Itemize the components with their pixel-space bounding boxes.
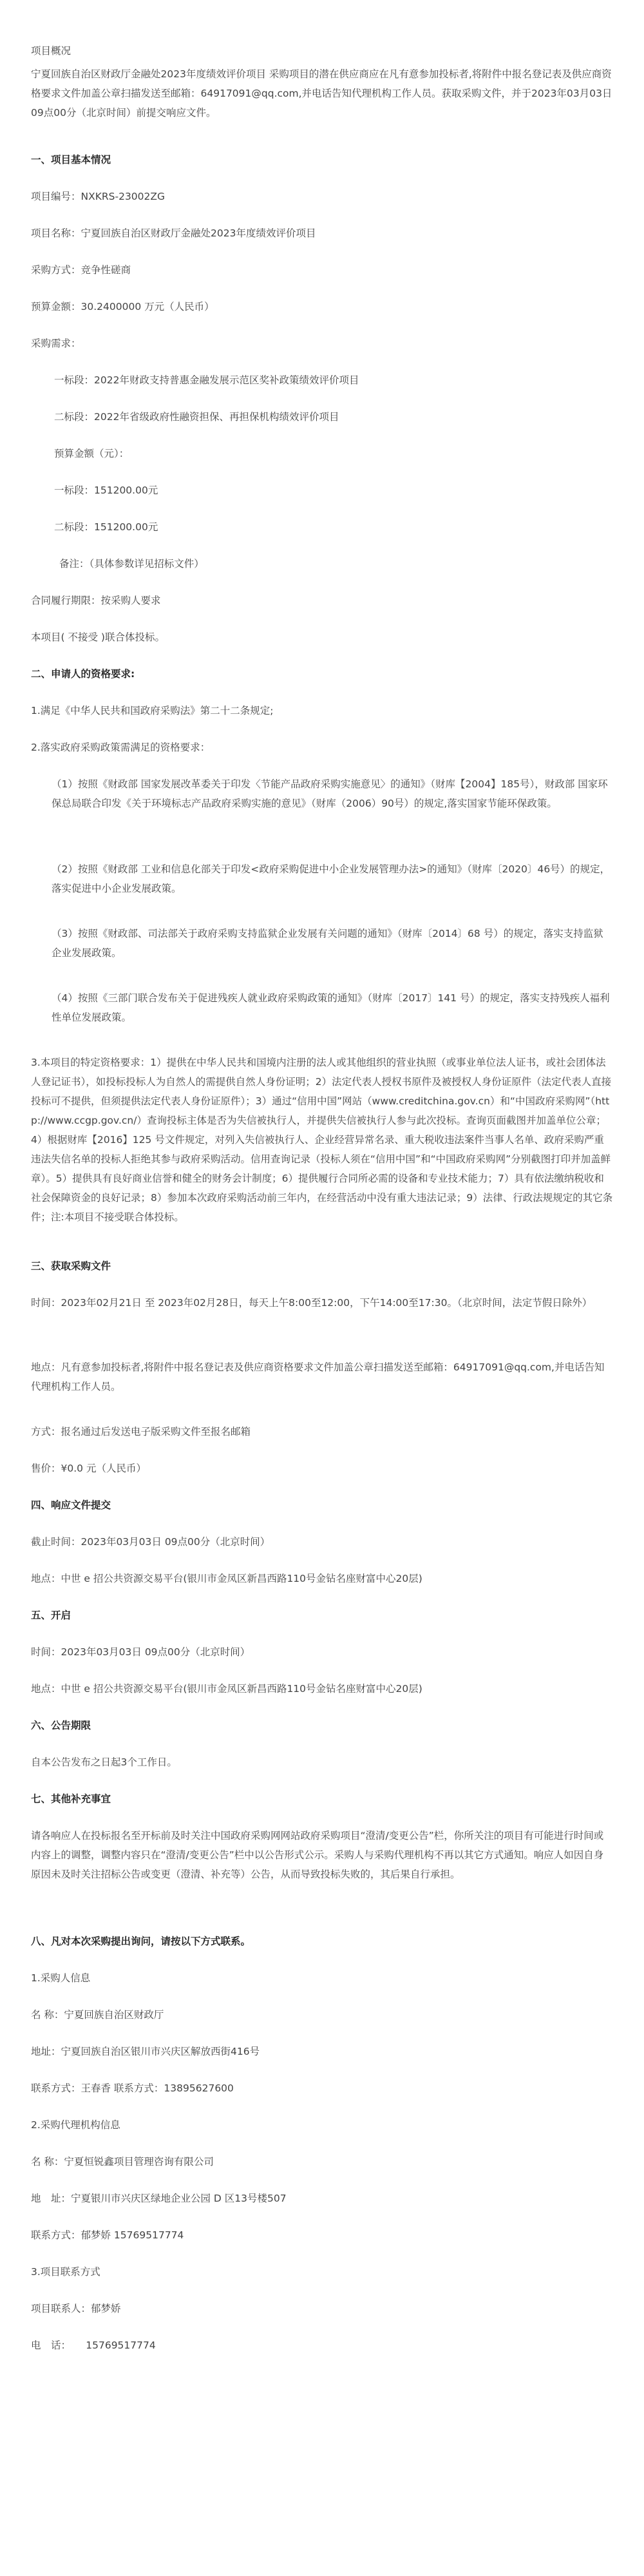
purchaser-contact: 联系方式：王春香 联系方式：13895627600 <box>31 2082 234 2094</box>
remark: 备注：（具体参数详见招标文件） <box>59 558 204 570</box>
procurement-method: 采购方式：竞争性磋商 <box>31 264 131 276</box>
agency-address: 地 址：宁夏银川市兴庆区绿地企业公园 D 区13号楼507 <box>31 2193 287 2204</box>
lot-1: 一标段：2022年财政支持普惠金融发展示范区奖补政策绩效评价项目 <box>54 374 359 386</box>
overview-text: 宁夏回族自治区财政厅金融处2023年度绩效评价项目 采购项目的潜在供应商应在凡有意参加投标者,将附件中报名登记表及供应商资格要求文件加盖公章扫描发送至邮箱：64917091@qq.com,并电话告知代理机构工作人员。获取采购文件，并于2023年03月03日 09点00分（北京时间）前提交响应文件。 <box>31 68 612 119</box>
overview-title: 项目概况 <box>31 45 71 57</box>
agency-info-title: 2.采购代理机构信息 <box>31 2119 120 2131</box>
opening-location: 地点：中世 e 招公共资源交易平台(银川市金凤区新昌西路110号金钻名座财富中心20层) <box>31 1683 422 1695</box>
supplementary-text: 请各响应人在投标报名至开标前及时关注中国政府采购网网站政府采购项目“澄清/变更公告”栏，你所关注的项目有可能进行时间或内容上的调整，调整内容只在“澄清/变更公告”栏中以公告形式公示。采购人与采购代理机构不再以其它方式通知。响应人如因自身原因未及时关注招标公告或变更（澄清、补充等）公告，从而导致投标失败的，其后果自行承担。 <box>31 1830 604 1880</box>
budget-amount: 预算金额：30.2400000 万元（人民币） <box>31 301 214 312</box>
project-name: 项目名称：宁夏回族自治区财政厅金融处2023年度绩效评价项目 <box>31 227 316 239</box>
lot-2-amount: 二标段：151200.00元 <box>54 521 158 533</box>
procurement-needs: 采购需求： <box>31 338 81 349</box>
agency-contact: 联系方式：郁梦娇 15769517774 <box>31 2229 184 2241</box>
section-7-title: 七、其他补充事宜 <box>31 1793 111 1805</box>
policy-4: （4）按照《三部门联合发布关于促进残疾人就业政府采购政策的通知》（财库〔2017〕141 号）的规定，落实支持残疾人福利性单位发展政策。 <box>52 992 610 1023</box>
notice-period: 自本公告发布之日起3个工作日。 <box>31 1756 177 1768</box>
section-1-title: 一、项目基本情况 <box>31 154 111 166</box>
project-contact-person: 项目联系人：郁梦娇 <box>31 2303 121 2314</box>
section-2-title: 二、申请人的资格要求: <box>31 668 135 680</box>
project-contact-phone: 电 话： 15769517774 <box>31 2340 156 2351</box>
submit-location: 地点：中世 e 招公共资源交易平台(银川市金凤区新昌西路110号金钻名座财富中心20层) <box>31 1573 422 1584</box>
document-price: 售价：¥0.0 元（人民币） <box>31 1463 146 1474</box>
agency-name: 名 称：宁夏恒锐鑫项目管理咨询有限公司 <box>31 2156 214 2167</box>
section-8-title: 八、凡对本次采购提出询问，请按以下方式联系。 <box>31 1936 251 1947</box>
project-number: 项目编号：NXKRS-23002ZG <box>31 191 166 202</box>
section-5-title: 五、开启 <box>31 1610 71 1621</box>
policy-1: （1）按照《财政部 国家发展改革委关于印发〈节能产品政府采购实施意见〉的通知》（财库【2004】185号），财政部 国家环保总局联合印发《关于环境标志产品政府采购实施的意见》（财库（2006）90号）的规定,落实国家节能环保政策。 <box>52 778 608 809</box>
section-6-title: 六、公告期限 <box>31 1720 91 1731</box>
qualification-3: 3.本项目的特定资格要求：1）提供在中华人民共和国境内注册的法人或其他组织的营业执照（或事业单位法人证书，或社会团体法人登记证书），如投标投标人为自然人的需提供自然人身份证明；2）法定代表人授权书原件及被授权人身份证原件（法定代表人直接投标可不提供，但须提供法定代表人身份证原件）；3）通过“信用中国”网站（www.creditchina.gov.cn）和“中国政府采购网”（http://www.ccgp.gov.cn/）查询投标主体是否为失信被执行人，并提供失信被执行人参与此次投标。查询页面截图并加盖单位公章；4）根据财库【2016】125 号文件规定，对列入失信被执行人、企业经营异常名录、重大税收违法案件当事人名单、政府采购严重违法失信名单的投标人拒绝其参与政府采购活动。信用查询记录（投标人须在“信用中国”和“中国政府采购网”分别截图打印并加盖鲜章）。5）提供具有良好商业信誉和健全的财务会计制度；6）提供履行合同所必需的设备和专业技术能力；7）具有依法缴纳税收和社会保障资金的良好记录；8）参加本次政府采购活动前三年内，在经营活动中没有重大违法记录；9）法律、行政法规规定的其它条件；注:本项目不接受联合体投标。 <box>31 1057 613 1223</box>
consortium-note: 本项目( 不接受 )联合体投标。 <box>31 631 165 643</box>
obtain-location: 地点：凡有意参加投标者,将附件中报名登记表及供应商资格要求文件加盖公章扫描发送至邮箱：64917091@qq.com,并电话告知代理机构工作人员。 <box>31 1361 605 1392</box>
purchaser-info-title: 1.采购人信息 <box>31 1972 91 1984</box>
submit-deadline: 截止时间：2023年03月03日 09点00分（北京时间） <box>31 1536 270 1548</box>
obtain-way: 方式：报名通过后发送电子版采购文件至报名邮箱 <box>31 1426 251 1437</box>
purchaser-name: 名 称：宁夏回族自治区财政厅 <box>31 2009 164 2021</box>
policy-2: （2）按照《财政部 工业和信息化部关于印发<政府采购促进中小企业发展管理办法>的通知》（财库〔2020〕46号）的规定，落实促进中小企业发展政策。 <box>52 863 611 894</box>
lot-2: 二标段：2022年省级政府性融资担保、再担保机构绩效评价项目 <box>54 411 339 423</box>
opening-time: 时间：2023年03月03日 09点00分（北京时间） <box>31 1646 251 1658</box>
policy-3: （3）按照《财政部、司法部关于政府采购支持监狱企业发展有关问题的通知》（财库〔2014〕68 号）的规定，落实支持监狱企业发展政策。 <box>52 928 603 959</box>
obtain-time: 时间：2023年02月21日 至 2023年02月28日，每天上午8:00至12:00，下午14:00至17:30。（北京时间，法定节假日除外） <box>31 1297 592 1309</box>
contract-period: 合同履行期限：按采购人要求 <box>31 595 161 606</box>
lot-budget-label: 预算金额（元）： <box>54 448 129 459</box>
qualification-2: 2.落实政府采购政策需满足的资格要求： <box>31 742 211 753</box>
project-contact-title: 3.项目联系方式 <box>31 2266 100 2278</box>
section-3-title: 三、获取采购文件 <box>31 1260 111 1272</box>
purchaser-address: 地址：宁夏回族自治区银川市兴庆区解放西街416号 <box>31 2046 260 2057</box>
lot-1-amount: 一标段：151200.00元 <box>54 485 158 496</box>
qualification-1: 1.满足《中华人民共和国政府采购法》第二十二条规定; <box>31 705 274 716</box>
section-4-title: 四、响应文件提交 <box>31 1499 111 1511</box>
